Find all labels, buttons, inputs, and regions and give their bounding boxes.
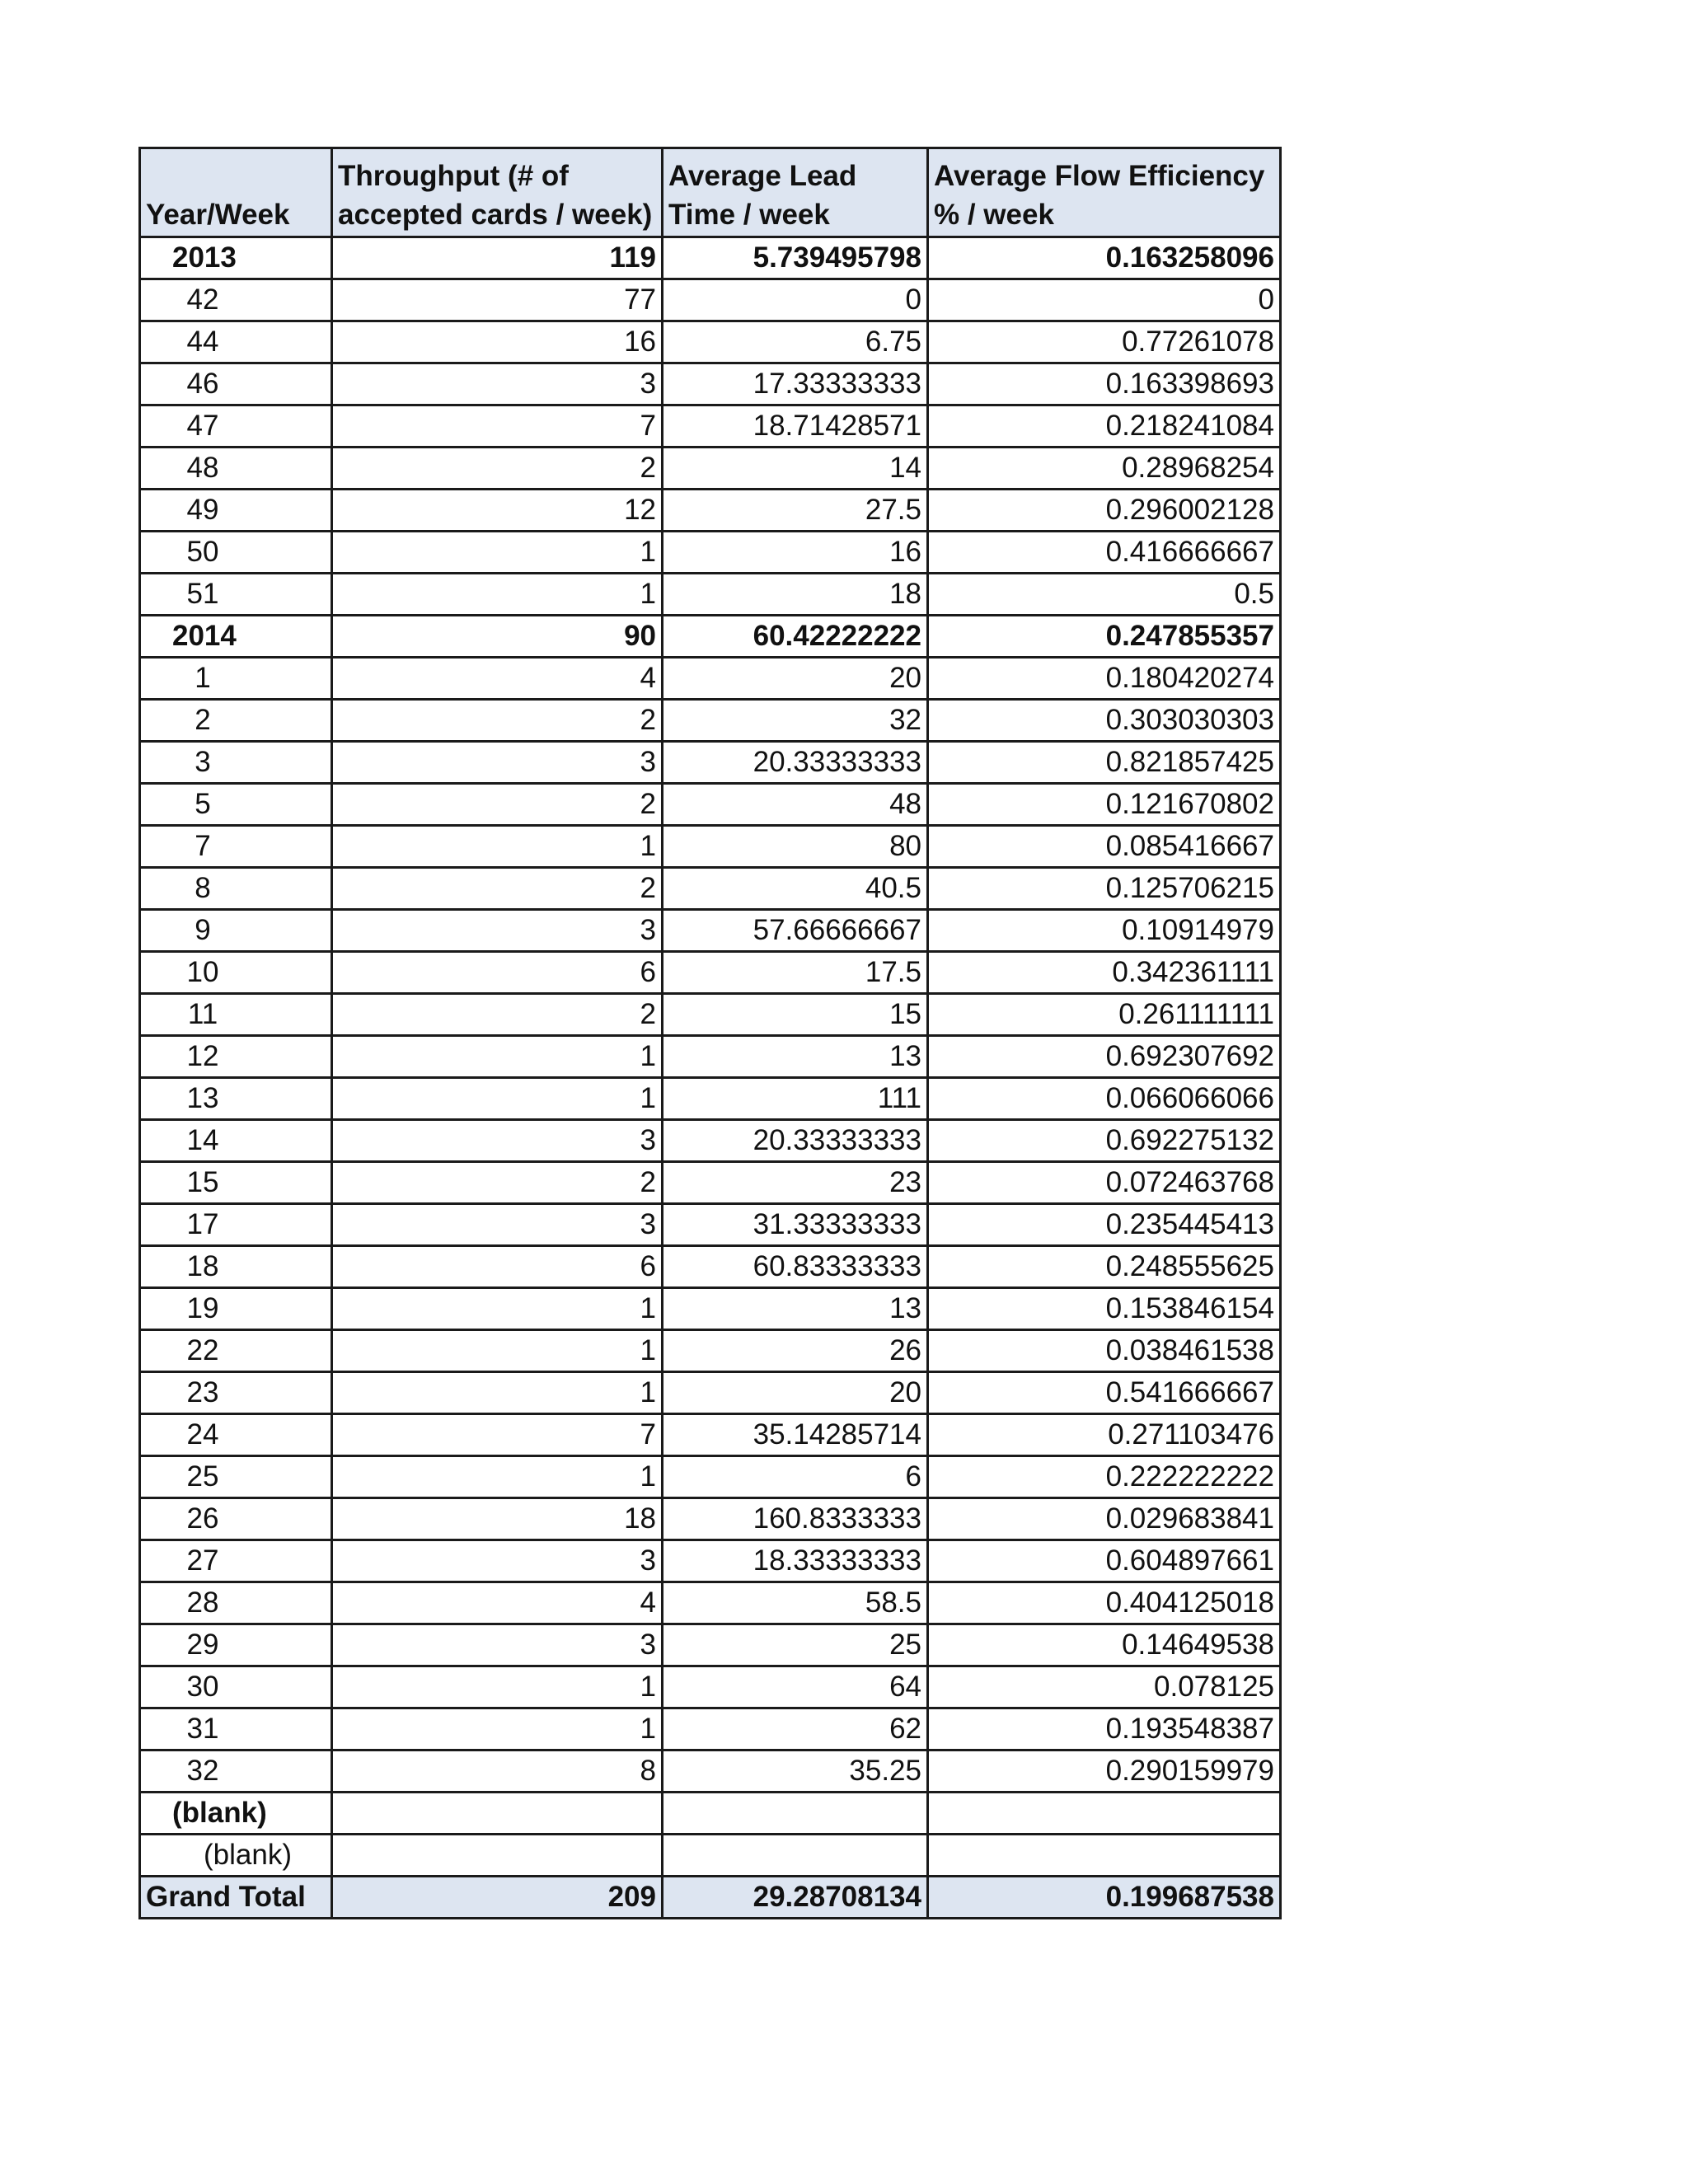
header-average-lead-time[interactable]: Average Lead Time / week xyxy=(663,148,928,237)
throughput-cell[interactable] xyxy=(332,1835,663,1877)
row-label[interactable]: 49 xyxy=(140,490,332,532)
flow-efficiency-cell[interactable]: 0.193548387 xyxy=(928,1708,1281,1750)
flow-efficiency-cell[interactable]: 0.342361111 xyxy=(928,952,1281,994)
lead-time-cell[interactable]: 16 xyxy=(663,532,928,574)
throughput-cell[interactable]: 2 xyxy=(332,868,663,910)
table-row xyxy=(140,1708,1281,1750)
flow-efficiency-cell[interactable]: 0.247855357 xyxy=(928,616,1281,658)
row-label[interactable]: 2014 xyxy=(140,616,332,658)
flow-efficiency-cell[interactable]: 0.066066066 xyxy=(928,1078,1281,1120)
header-average-flow-efficiency[interactable]: Average Flow Efficiency % / week xyxy=(928,148,1281,237)
flow-efficiency-cell[interactable]: 0.271103476 xyxy=(928,1414,1281,1456)
table-row xyxy=(140,952,1281,994)
row-label[interactable]: 30 xyxy=(140,1666,332,1708)
flow-efficiency-cell[interactable]: 0.153846154 xyxy=(928,1288,1281,1330)
row-label[interactable]: 22 xyxy=(140,1330,332,1372)
throughput-cell[interactable]: 77 xyxy=(332,279,663,321)
table-row xyxy=(140,1246,1281,1288)
throughput-cell[interactable]: 1 xyxy=(332,826,663,868)
row-label[interactable]: 5 xyxy=(140,784,332,826)
flow-efficiency-cell[interactable]: 0.416666667 xyxy=(928,532,1281,574)
throughput-cell[interactable]: 3 xyxy=(332,1120,663,1162)
row-label[interactable]: (blank) xyxy=(140,1793,332,1835)
lead-time-cell[interactable]: 31.33333333 xyxy=(663,1204,928,1246)
lead-time-cell[interactable]: 60.42222222 xyxy=(663,616,928,658)
flow-efficiency-cell[interactable]: 0.218241084 xyxy=(928,405,1281,448)
lead-time-cell[interactable]: 0 xyxy=(663,279,928,321)
table-row xyxy=(140,1456,1281,1498)
throughput-cell[interactable]: 1 xyxy=(332,1708,663,1750)
row-label[interactable]: 19 xyxy=(140,1288,332,1330)
row-label[interactable]: 47 xyxy=(140,405,332,448)
table-row xyxy=(140,784,1281,826)
lead-time-cell[interactable]: 80 xyxy=(663,826,928,868)
flow-efficiency-cell[interactable]: 0.692307692 xyxy=(928,1036,1281,1078)
lead-time-cell[interactable]: 35.14285714 xyxy=(663,1414,928,1456)
lead-time-cell[interactable]: 40.5 xyxy=(663,868,928,910)
lead-time-cell[interactable]: 62 xyxy=(663,1708,928,1750)
lead-time-cell[interactable]: 14 xyxy=(663,448,928,490)
row-label[interactable]: 2 xyxy=(140,700,332,742)
throughput-cell[interactable]: 2 xyxy=(332,1162,663,1204)
throughput-cell[interactable]: 3 xyxy=(332,742,663,784)
row-label[interactable]: 13 xyxy=(140,1078,332,1120)
table-row xyxy=(140,1078,1281,1120)
lead-time-cell[interactable]: 18 xyxy=(663,574,928,616)
throughput-cell[interactable]: 3 xyxy=(332,1204,663,1246)
grand-total-throughput[interactable]: 209 xyxy=(332,1877,663,1919)
row-label[interactable]: 7 xyxy=(140,826,332,868)
flow-efficiency-cell[interactable]: 0 xyxy=(928,279,1281,321)
row-label[interactable]: 1 xyxy=(140,658,332,700)
lead-time-cell[interactable]: 64 xyxy=(663,1666,928,1708)
throughput-cell[interactable]: 119 xyxy=(332,237,663,279)
row-label[interactable]: 11 xyxy=(140,994,332,1036)
table-row xyxy=(140,490,1281,532)
throughput-cell[interactable]: 6 xyxy=(332,1246,663,1288)
throughput-cell[interactable]: 2 xyxy=(332,700,663,742)
row-label[interactable]: 18 xyxy=(140,1246,332,1288)
year-group-row xyxy=(140,616,1281,658)
throughput-cell[interactable]: 1 xyxy=(332,1372,663,1414)
lead-time-cell[interactable]: 18.33333333 xyxy=(663,1540,928,1582)
flow-efficiency-cell[interactable]: 0.5 xyxy=(928,574,1281,616)
lead-time-cell[interactable]: 17.33333333 xyxy=(663,363,928,405)
throughput-cell[interactable]: 1 xyxy=(332,1078,663,1120)
throughput-cell[interactable]: 3 xyxy=(332,363,663,405)
flow-efficiency-cell[interactable]: 0.248555625 xyxy=(928,1246,1281,1288)
throughput-cell[interactable]: 6 xyxy=(332,952,663,994)
table-row xyxy=(140,826,1281,868)
row-label[interactable]: 10 xyxy=(140,952,332,994)
throughput-cell[interactable]: 12 xyxy=(332,490,663,532)
lead-time-cell[interactable]: 23 xyxy=(663,1162,928,1204)
lead-time-cell[interactable]: 20 xyxy=(663,1372,928,1414)
row-label[interactable]: 8 xyxy=(140,868,332,910)
table-row xyxy=(140,700,1281,742)
flow-efficiency-cell[interactable]: 0.085416667 xyxy=(928,826,1281,868)
lead-time-cell[interactable]: 18.71428571 xyxy=(663,405,928,448)
table-row xyxy=(140,994,1281,1036)
throughput-cell[interactable]: 1 xyxy=(332,1456,663,1498)
flow-efficiency-cell[interactable]: 0.125706215 xyxy=(928,868,1281,910)
row-label[interactable]: 14 xyxy=(140,1120,332,1162)
grand-total-label[interactable]: Grand Total xyxy=(140,1877,332,1919)
row-label[interactable]: 44 xyxy=(140,321,332,363)
header-year-week[interactable]: Year/Week xyxy=(140,148,332,237)
year-group-row xyxy=(140,237,1281,279)
flow-efficiency-cell[interactable]: 0.404125018 xyxy=(928,1582,1281,1624)
lead-time-cell[interactable]: 20.33333333 xyxy=(663,742,928,784)
flow-efficiency-cell[interactable]: 0.296002128 xyxy=(928,490,1281,532)
table-row xyxy=(140,363,1281,405)
table-row xyxy=(140,1036,1281,1078)
throughput-cell[interactable]: 7 xyxy=(332,1414,663,1456)
row-label[interactable]: 23 xyxy=(140,1372,332,1414)
table-row xyxy=(140,658,1281,700)
lead-time-cell[interactable]: 160.8333333 xyxy=(663,1498,928,1540)
row-label[interactable]: 2013 xyxy=(140,237,332,279)
lead-time-cell[interactable]: 60.83333333 xyxy=(663,1246,928,1288)
flow-efficiency-cell[interactable]: 0.222222222 xyxy=(928,1456,1281,1498)
flow-efficiency-cell[interactable]: 0.14649538 xyxy=(928,1624,1281,1666)
lead-time-cell[interactable]: 111 xyxy=(663,1078,928,1120)
lead-time-cell[interactable]: 13 xyxy=(663,1288,928,1330)
throughput-cell[interactable]: 2 xyxy=(332,448,663,490)
table-row xyxy=(140,1666,1281,1708)
lead-time-cell[interactable] xyxy=(663,1835,928,1877)
throughput-cell[interactable]: 1 xyxy=(332,1330,663,1372)
flow-efficiency-cell[interactable]: 0.163398693 xyxy=(928,363,1281,405)
throughput-cell[interactable]: 4 xyxy=(332,1582,663,1624)
table-row xyxy=(140,1750,1281,1793)
flow-efficiency-cell[interactable]: 0.692275132 xyxy=(928,1120,1281,1162)
table-row xyxy=(140,1330,1281,1372)
throughput-cell[interactable]: 3 xyxy=(332,910,663,952)
table-row xyxy=(140,321,1281,363)
flow-efficiency-cell[interactable]: 0.10914979 xyxy=(928,910,1281,952)
table-row xyxy=(140,1162,1281,1204)
flow-efficiency-cell[interactable]: 0.261111111 xyxy=(928,994,1281,1036)
flow-efficiency-cell[interactable] xyxy=(928,1793,1281,1835)
row-label[interactable]: 24 xyxy=(140,1414,332,1456)
row-label[interactable]: 15 xyxy=(140,1162,332,1204)
throughput-cell[interactable]: 1 xyxy=(332,1036,663,1078)
header-throughput[interactable]: Throughput (# of accepted cards / week) xyxy=(332,148,663,237)
table-row xyxy=(140,1372,1281,1414)
throughput-cell[interactable]: 2 xyxy=(332,994,663,1036)
flow-efficiency-cell[interactable]: 0.072463768 xyxy=(928,1162,1281,1204)
lead-time-cell[interactable]: 6 xyxy=(663,1456,928,1498)
throughput-cell[interactable]: 90 xyxy=(332,616,663,658)
lead-time-cell[interactable]: 48 xyxy=(663,784,928,826)
throughput-cell[interactable]: 18 xyxy=(332,1498,663,1540)
flow-efficiency-cell[interactable]: 0.163258096 xyxy=(928,237,1281,279)
row-label[interactable]: 32 xyxy=(140,1750,332,1793)
table-row xyxy=(140,1582,1281,1624)
flow-efficiency-cell[interactable]: 0.28968254 xyxy=(928,448,1281,490)
lead-time-cell[interactable]: 6.75 xyxy=(663,321,928,363)
flow-efficiency-cell[interactable]: 0.078125 xyxy=(928,1666,1281,1708)
lead-time-cell[interactable]: 20.33333333 xyxy=(663,1120,928,1162)
table-row xyxy=(140,1624,1281,1666)
throughput-cell[interactable] xyxy=(332,1793,663,1835)
row-label[interactable]: (blank) xyxy=(140,1835,332,1877)
row-label[interactable]: 25 xyxy=(140,1456,332,1498)
table-row xyxy=(140,279,1281,321)
row-label[interactable]: 46 xyxy=(140,363,332,405)
table-row xyxy=(140,1204,1281,1246)
grand-total-row xyxy=(140,1877,1281,1919)
row-label[interactable]: 27 xyxy=(140,1540,332,1582)
table-row xyxy=(140,742,1281,784)
table-row xyxy=(140,448,1281,490)
flow-efficiency-cell[interactable]: 0.038461538 xyxy=(928,1330,1281,1372)
table-row xyxy=(140,1540,1281,1582)
row-label[interactable]: 50 xyxy=(140,532,332,574)
flow-efficiency-cell[interactable]: 0.290159979 xyxy=(928,1750,1281,1793)
row-label[interactable]: 26 xyxy=(140,1498,332,1540)
throughput-cell[interactable]: 1 xyxy=(332,532,663,574)
row-label[interactable]: 17 xyxy=(140,1204,332,1246)
throughput-cell[interactable]: 3 xyxy=(332,1540,663,1582)
flow-efficiency-cell[interactable]: 0.029683841 xyxy=(928,1498,1281,1540)
row-label[interactable]: 12 xyxy=(140,1036,332,1078)
table-row xyxy=(140,910,1281,952)
table-row xyxy=(140,1120,1281,1162)
flow-efficiency-cell[interactable]: 0.821857425 xyxy=(928,742,1281,784)
lead-time-cell[interactable]: 5.739495798 xyxy=(663,237,928,279)
lead-time-cell[interactable]: 27.5 xyxy=(663,490,928,532)
table-body xyxy=(140,237,1281,1877)
throughput-cell[interactable]: 1 xyxy=(332,1666,663,1708)
lead-time-cell[interactable]: 20 xyxy=(663,658,928,700)
throughput-cell[interactable]: 4 xyxy=(332,658,663,700)
lead-time-cell[interactable]: 57.66666667 xyxy=(663,910,928,952)
lead-time-cell[interactable]: 32 xyxy=(663,700,928,742)
table-row xyxy=(140,1498,1281,1540)
flow-efficiency-cell[interactable]: 0.121670802 xyxy=(928,784,1281,826)
lead-time-cell[interactable]: 26 xyxy=(663,1330,928,1372)
lead-time-cell[interactable]: 58.5 xyxy=(663,1582,928,1624)
flow-efficiency-cell[interactable]: 0.541666667 xyxy=(928,1372,1281,1414)
row-label[interactable]: 51 xyxy=(140,574,332,616)
grand-total-lead-time[interactable]: 29.28708134 xyxy=(663,1877,928,1919)
throughput-cell[interactable]: 7 xyxy=(332,405,663,448)
pivot-table xyxy=(138,147,1282,1919)
flow-efficiency-cell[interactable]: 0.77261078 xyxy=(928,321,1281,363)
flow-efficiency-cell[interactable]: 0.235445413 xyxy=(928,1204,1281,1246)
flow-efficiency-cell[interactable]: 0.604897661 xyxy=(928,1540,1281,1582)
year-group-row xyxy=(140,1793,1281,1835)
row-label[interactable]: 42 xyxy=(140,279,332,321)
lead-time-cell[interactable] xyxy=(663,1793,928,1835)
table-row xyxy=(140,1414,1281,1456)
flow-efficiency-cell[interactable]: 0.303030303 xyxy=(928,700,1281,742)
table-row xyxy=(140,532,1281,574)
table-row xyxy=(140,868,1281,910)
row-label[interactable]: 3 xyxy=(140,742,332,784)
row-label[interactable]: 48 xyxy=(140,448,332,490)
throughput-cell[interactable]: 16 xyxy=(332,321,663,363)
lead-time-cell[interactable]: 15 xyxy=(663,994,928,1036)
grand-total-flow-efficiency[interactable]: 0.199687538 xyxy=(928,1877,1281,1919)
lead-time-cell[interactable]: 35.25 xyxy=(663,1750,928,1793)
table-row xyxy=(140,1288,1281,1330)
flow-efficiency-cell[interactable]: 0.180420274 xyxy=(928,658,1281,700)
table-row xyxy=(140,1835,1281,1877)
throughput-cell[interactable]: 1 xyxy=(332,1288,663,1330)
table-row xyxy=(140,405,1281,448)
lead-time-cell[interactable]: 17.5 xyxy=(663,952,928,994)
lead-time-cell[interactable]: 13 xyxy=(663,1036,928,1078)
table-row xyxy=(140,574,1281,616)
throughput-cell[interactable]: 8 xyxy=(332,1750,663,1793)
row-label[interactable]: 29 xyxy=(140,1624,332,1666)
lead-time-cell[interactable]: 25 xyxy=(663,1624,928,1666)
row-label[interactable]: 31 xyxy=(140,1708,332,1750)
header-row xyxy=(140,148,1281,237)
throughput-cell[interactable]: 1 xyxy=(332,574,663,616)
flow-efficiency-cell[interactable] xyxy=(928,1835,1281,1877)
throughput-cell[interactable]: 2 xyxy=(332,784,663,826)
throughput-cell[interactable]: 3 xyxy=(332,1624,663,1666)
row-label[interactable]: 9 xyxy=(140,910,332,952)
row-label[interactable]: 28 xyxy=(140,1582,332,1624)
